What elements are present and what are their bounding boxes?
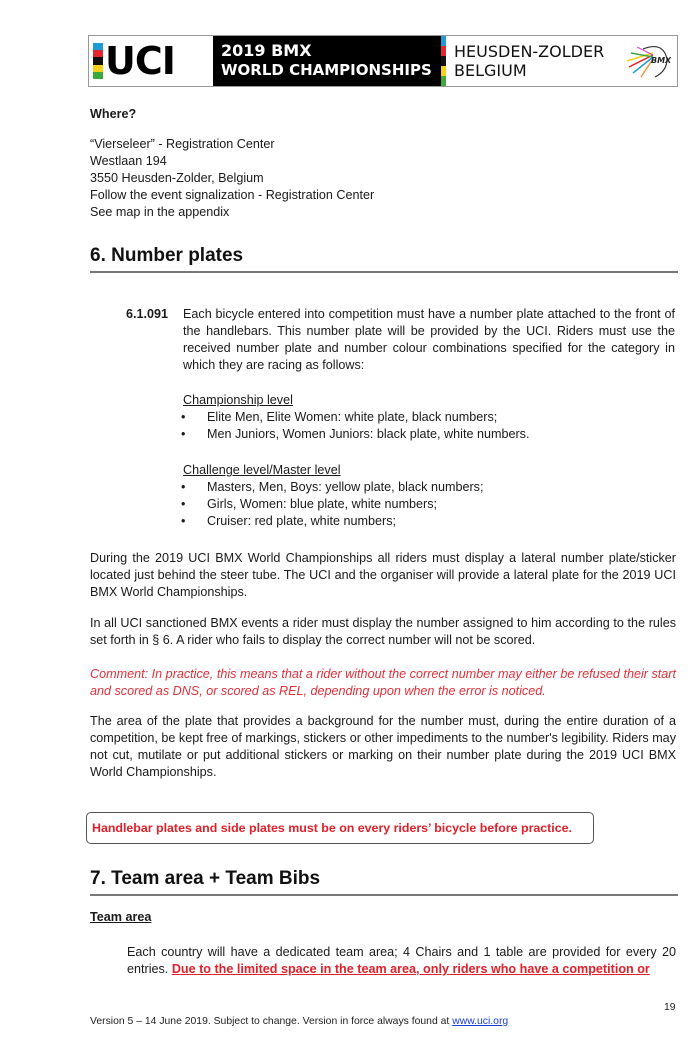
bmx-logo-icon bbox=[617, 36, 677, 86]
team-area-subheading: Team area bbox=[90, 910, 152, 924]
paragraph-lateral-plate: During the 2019 UCI BMX World Championships all riders must display a lateral number plate/sticker located just behind the steer tube. The UCI and the organiser will provide a lateral plate for the 2019 UCI BMX World Championships. bbox=[90, 551, 676, 599]
uci-wordmark: UCI bbox=[105, 39, 175, 83]
where-heading: Where? bbox=[90, 107, 137, 121]
list-item-text: Men Juniors, Women Juniors: black plate, white numbers. bbox=[207, 427, 530, 441]
challenge-level-heading: Challenge level/Master level bbox=[183, 463, 341, 477]
rule-text: Each bicycle entered into competition must have a number plate attached to the front of the handlebars. This number plate will be provided by the UCI. Riders must use the received number plate and number colour combinations specified for the category in which they are racing as follows: bbox=[183, 307, 675, 372]
page-number: 19 bbox=[664, 1002, 676, 1013]
location-city: HEUSDEN-ZOLDER bbox=[454, 42, 605, 61]
event-title-block bbox=[213, 36, 441, 86]
event-title-line1: 2019 BMX bbox=[221, 41, 312, 60]
uci-website-link[interactable]: www.uci.org bbox=[452, 1016, 509, 1027]
bullet-icon: • bbox=[181, 514, 186, 528]
list-item bbox=[181, 513, 483, 530]
list-item bbox=[181, 409, 529, 426]
list-item bbox=[181, 426, 529, 443]
uci-logo bbox=[89, 36, 213, 86]
bmx-logo-text: BMX bbox=[651, 56, 671, 65]
where-address bbox=[90, 136, 374, 221]
practice-callout-box: Handlebar plates and side plates must be on every riders’ bicycle before practice. bbox=[86, 812, 594, 844]
bullet-icon: • bbox=[181, 410, 186, 424]
paragraph-sanctioned-events: In all UCI sanctioned BMX events a rider must display the number assigned to him according to the rules set forth in § 6. A rider who fails to display the correct number will not be scored. bbox=[90, 616, 676, 647]
team-area-warning: Due to the limited space in the team area, only riders who have a competition or bbox=[171, 962, 650, 976]
championship-level-block bbox=[183, 392, 529, 443]
comment-note: Comment: In practice, this means that a rider without the correct number may either be refused their start and scored as DNS, or scored as REL, depending upon when the error is noticed. bbox=[90, 667, 676, 698]
bullet-icon: • bbox=[181, 427, 186, 441]
location-country: BELGIUM bbox=[454, 61, 527, 80]
championship-level-heading: Championship level bbox=[183, 393, 293, 407]
event-location bbox=[446, 36, 617, 86]
address-line: “Vierseleer” - Registration Center bbox=[90, 137, 275, 151]
list-item-text: Cruiser: red plate, white numbers; bbox=[207, 514, 396, 528]
list-item-text: Elite Men, Elite Women: white plate, black numbers; bbox=[207, 410, 498, 424]
address-line: Westlaan 194 bbox=[90, 154, 167, 168]
section-7-heading: 7. Team area + Team Bibs bbox=[90, 868, 678, 896]
event-title-line2: WORLD CHAMPIONSHIPS bbox=[221, 61, 432, 79]
footer-version-text: Version 5 – 14 June 2019. Subject to change. Version in force always found at bbox=[90, 1016, 453, 1027]
bullet-icon: • bbox=[181, 480, 186, 494]
list-item bbox=[181, 479, 483, 496]
address-line: See map in the appendix bbox=[90, 205, 230, 219]
paragraph-plate-area: The area of the plate that provides a background for the number must, during the entire duration of a competition, be kept free of markings, stickers or other impediments to the number's legibility. Riders may not cut, mutilate or put additional stickers or marking on their number plate during the 2019 UCI BMX World Championships. bbox=[90, 714, 676, 779]
team-area-text: Each country will have a dedicated team area; 4 Chairs and 1 table are provided for every 20 entries. bbox=[127, 945, 676, 976]
list-item-text: Masters, Men, Boys: yellow plate, black numbers; bbox=[207, 480, 484, 494]
challenge-level-block bbox=[183, 462, 483, 530]
team-area-paragraph bbox=[127, 944, 676, 978]
event-banner bbox=[88, 35, 678, 87]
list-item-text: Girls, Women: blue plate, white numbers; bbox=[207, 497, 438, 511]
address-line: Follow the event signalization - Registration Center bbox=[90, 188, 375, 202]
footer-version bbox=[90, 1016, 508, 1027]
list-item bbox=[181, 496, 483, 513]
uci-rainbow-stripes-icon bbox=[93, 43, 103, 79]
section-6-heading: 6. Number plates bbox=[90, 245, 678, 273]
address-line: 3550 Heusden-Zolder, Belgium bbox=[90, 171, 264, 185]
bullet-icon: • bbox=[181, 497, 186, 511]
rule-number: 6.1.091 bbox=[126, 307, 169, 321]
